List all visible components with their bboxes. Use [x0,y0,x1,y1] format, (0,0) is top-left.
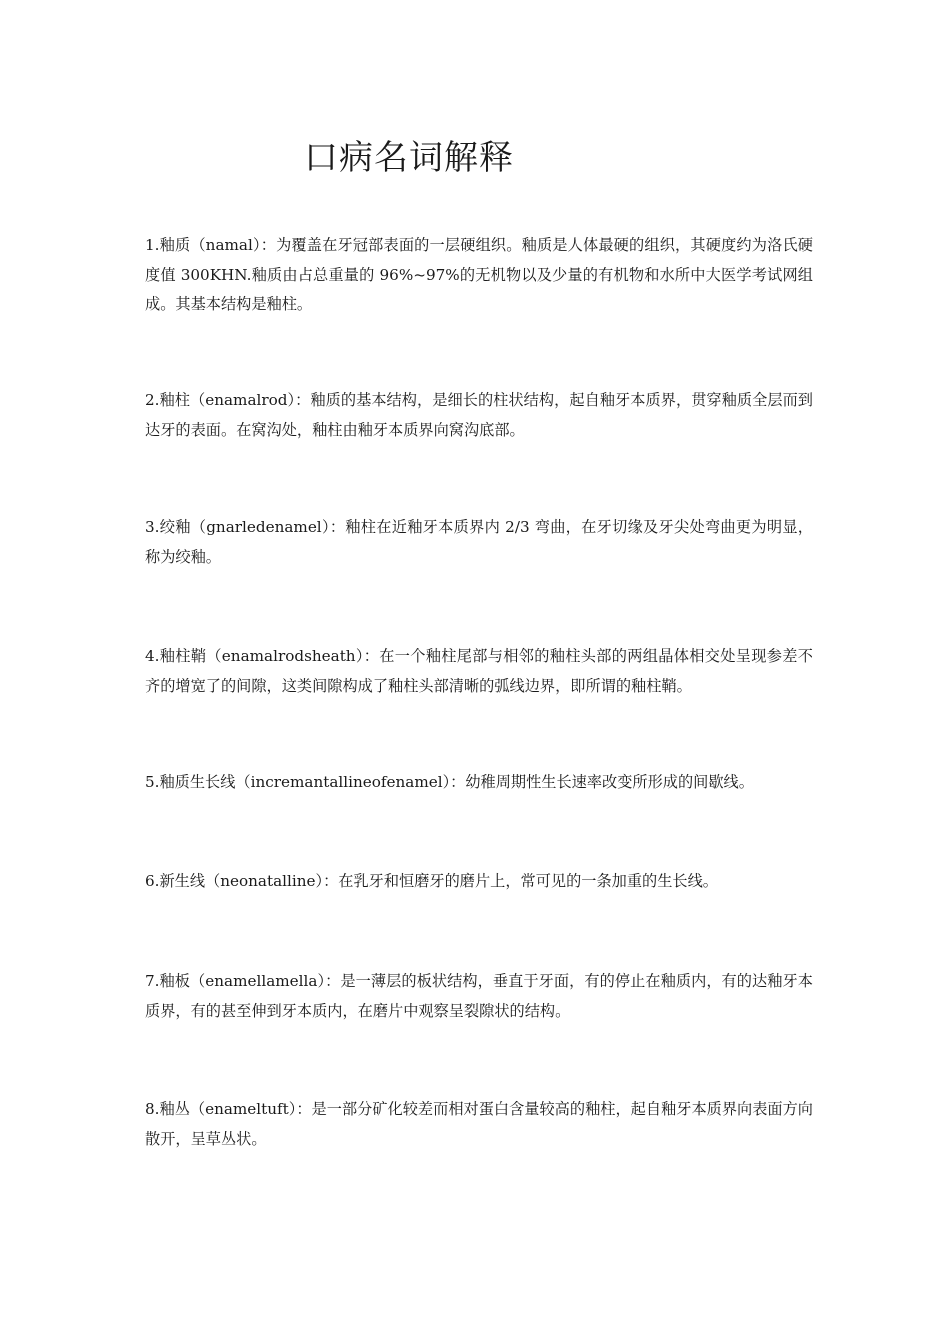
definition-entry-7: 7.釉板（enamellamella）：是一薄层的板状结构，垂直于牙面，有的停止在釉质内，有的达釉牙本质界，有的甚至伸到牙本质内，在磨片中观察呈裂隙状的结构。 [145,972,813,1020]
document-title: 口病名词解释 [304,138,514,178]
definition-entry-6: 6.新生线（neonatalline）：在乳牙和恒磨牙的磨片上，常可见的一条加重的生长线。 [145,872,718,890]
definition-entry-1: 1.釉质（namal）：为覆盖在牙冠部表面的一层硬组织。釉质是人体最硬的组织，其硬度约为洛氏硬度值 300KHN.釉质由占总重量的 96%~97%的无机物以及少量的有机物和水所中大医学考试网组成。其基本结构是釉柱。 [145,236,813,313]
definition-entry-5: 5.釉质生长线（incremantallineofenamel）：幼稚周期性生长速率改变所形成的间歇线。 [145,773,754,791]
definition-entry-4: 4.釉柱鞘（enamalrodsheath）：在一个釉柱尾部与相邻的釉柱头部的两组晶体相交处呈现参差不齐的增宽了的间隙，这类间隙构成了釉柱头部清晰的弧线边界，即所谓的釉柱鞘。 [145,647,813,695]
definition-entry-2: 2.釉柱（enamalrod）：釉质的基本结构，是细长的柱状结构，起自釉牙本质界，贯穿釉质全层而到达牙的表面。在窝沟处，釉柱由釉牙本质界向窝沟底部。 [145,391,813,439]
definition-entry-8: 8.釉丛（enameltuft）：是一部分矿化较差而相对蛋白含量较高的釉柱，起自釉牙本质界向表面方向散开，呈草丛状。 [145,1100,813,1148]
definition-entry-3: 3.绞釉（gnarledenamel）：釉柱在近釉牙本质界内 2/3 弯曲，在牙切缘及牙尖处弯曲更为明显，称为绞釉。 [145,518,813,566]
